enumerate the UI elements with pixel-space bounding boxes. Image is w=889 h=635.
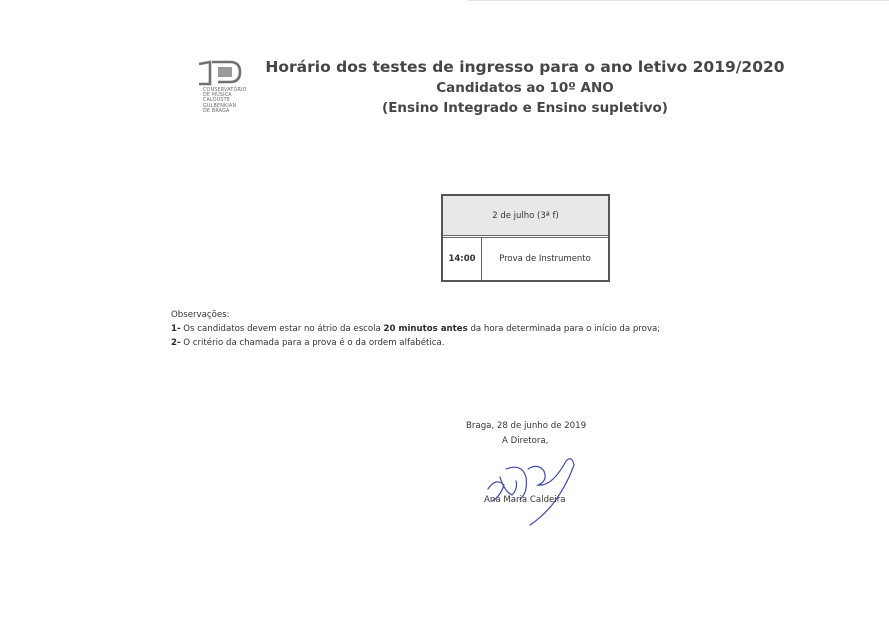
place-date: Braga, 28 de junho de 2019 bbox=[466, 421, 587, 431]
signer-role: A Diretora, bbox=[502, 436, 549, 446]
observation-item: 1- Os candidatos devem estar no átrio da escola 20 minutos antes da hora determinada para o início da prova; bbox=[171, 324, 661, 334]
observation-item: 2- O critério da chamada para a prova é o da ordem alfabética. bbox=[171, 338, 445, 348]
table-row bbox=[442, 238, 609, 282]
school-logo bbox=[196, 58, 260, 128]
title-line: Horário dos testes de ingresso para o ano letivo 2019/2020 bbox=[265, 58, 785, 76]
document-title bbox=[260, 56, 790, 119]
handwritten-signature-icon bbox=[482, 447, 592, 527]
logo-text: CONSERVATÓRIO DE MÚSICA CALOUSTE GULBENKIAN DE BRAGA bbox=[203, 88, 247, 114]
observations-heading: Observações: bbox=[171, 310, 230, 320]
subtitle-line-2: (Ensino Integrado e Ensino supletivo) bbox=[382, 100, 668, 116]
scan-edge bbox=[468, 0, 889, 1]
logo-mark-icon bbox=[196, 58, 244, 88]
signer-name: Ana Maria Caldeira bbox=[484, 495, 566, 505]
schedule-table bbox=[441, 194, 610, 282]
schedule-activity: Prova de Instrumento bbox=[482, 238, 610, 282]
schedule-day-header: 2 de julho (3ª f) bbox=[442, 195, 609, 236]
schedule-time: 14:00 bbox=[442, 238, 482, 282]
subtitle-line: Candidatos ao 10º ANO bbox=[436, 80, 614, 96]
observations bbox=[171, 308, 771, 350]
